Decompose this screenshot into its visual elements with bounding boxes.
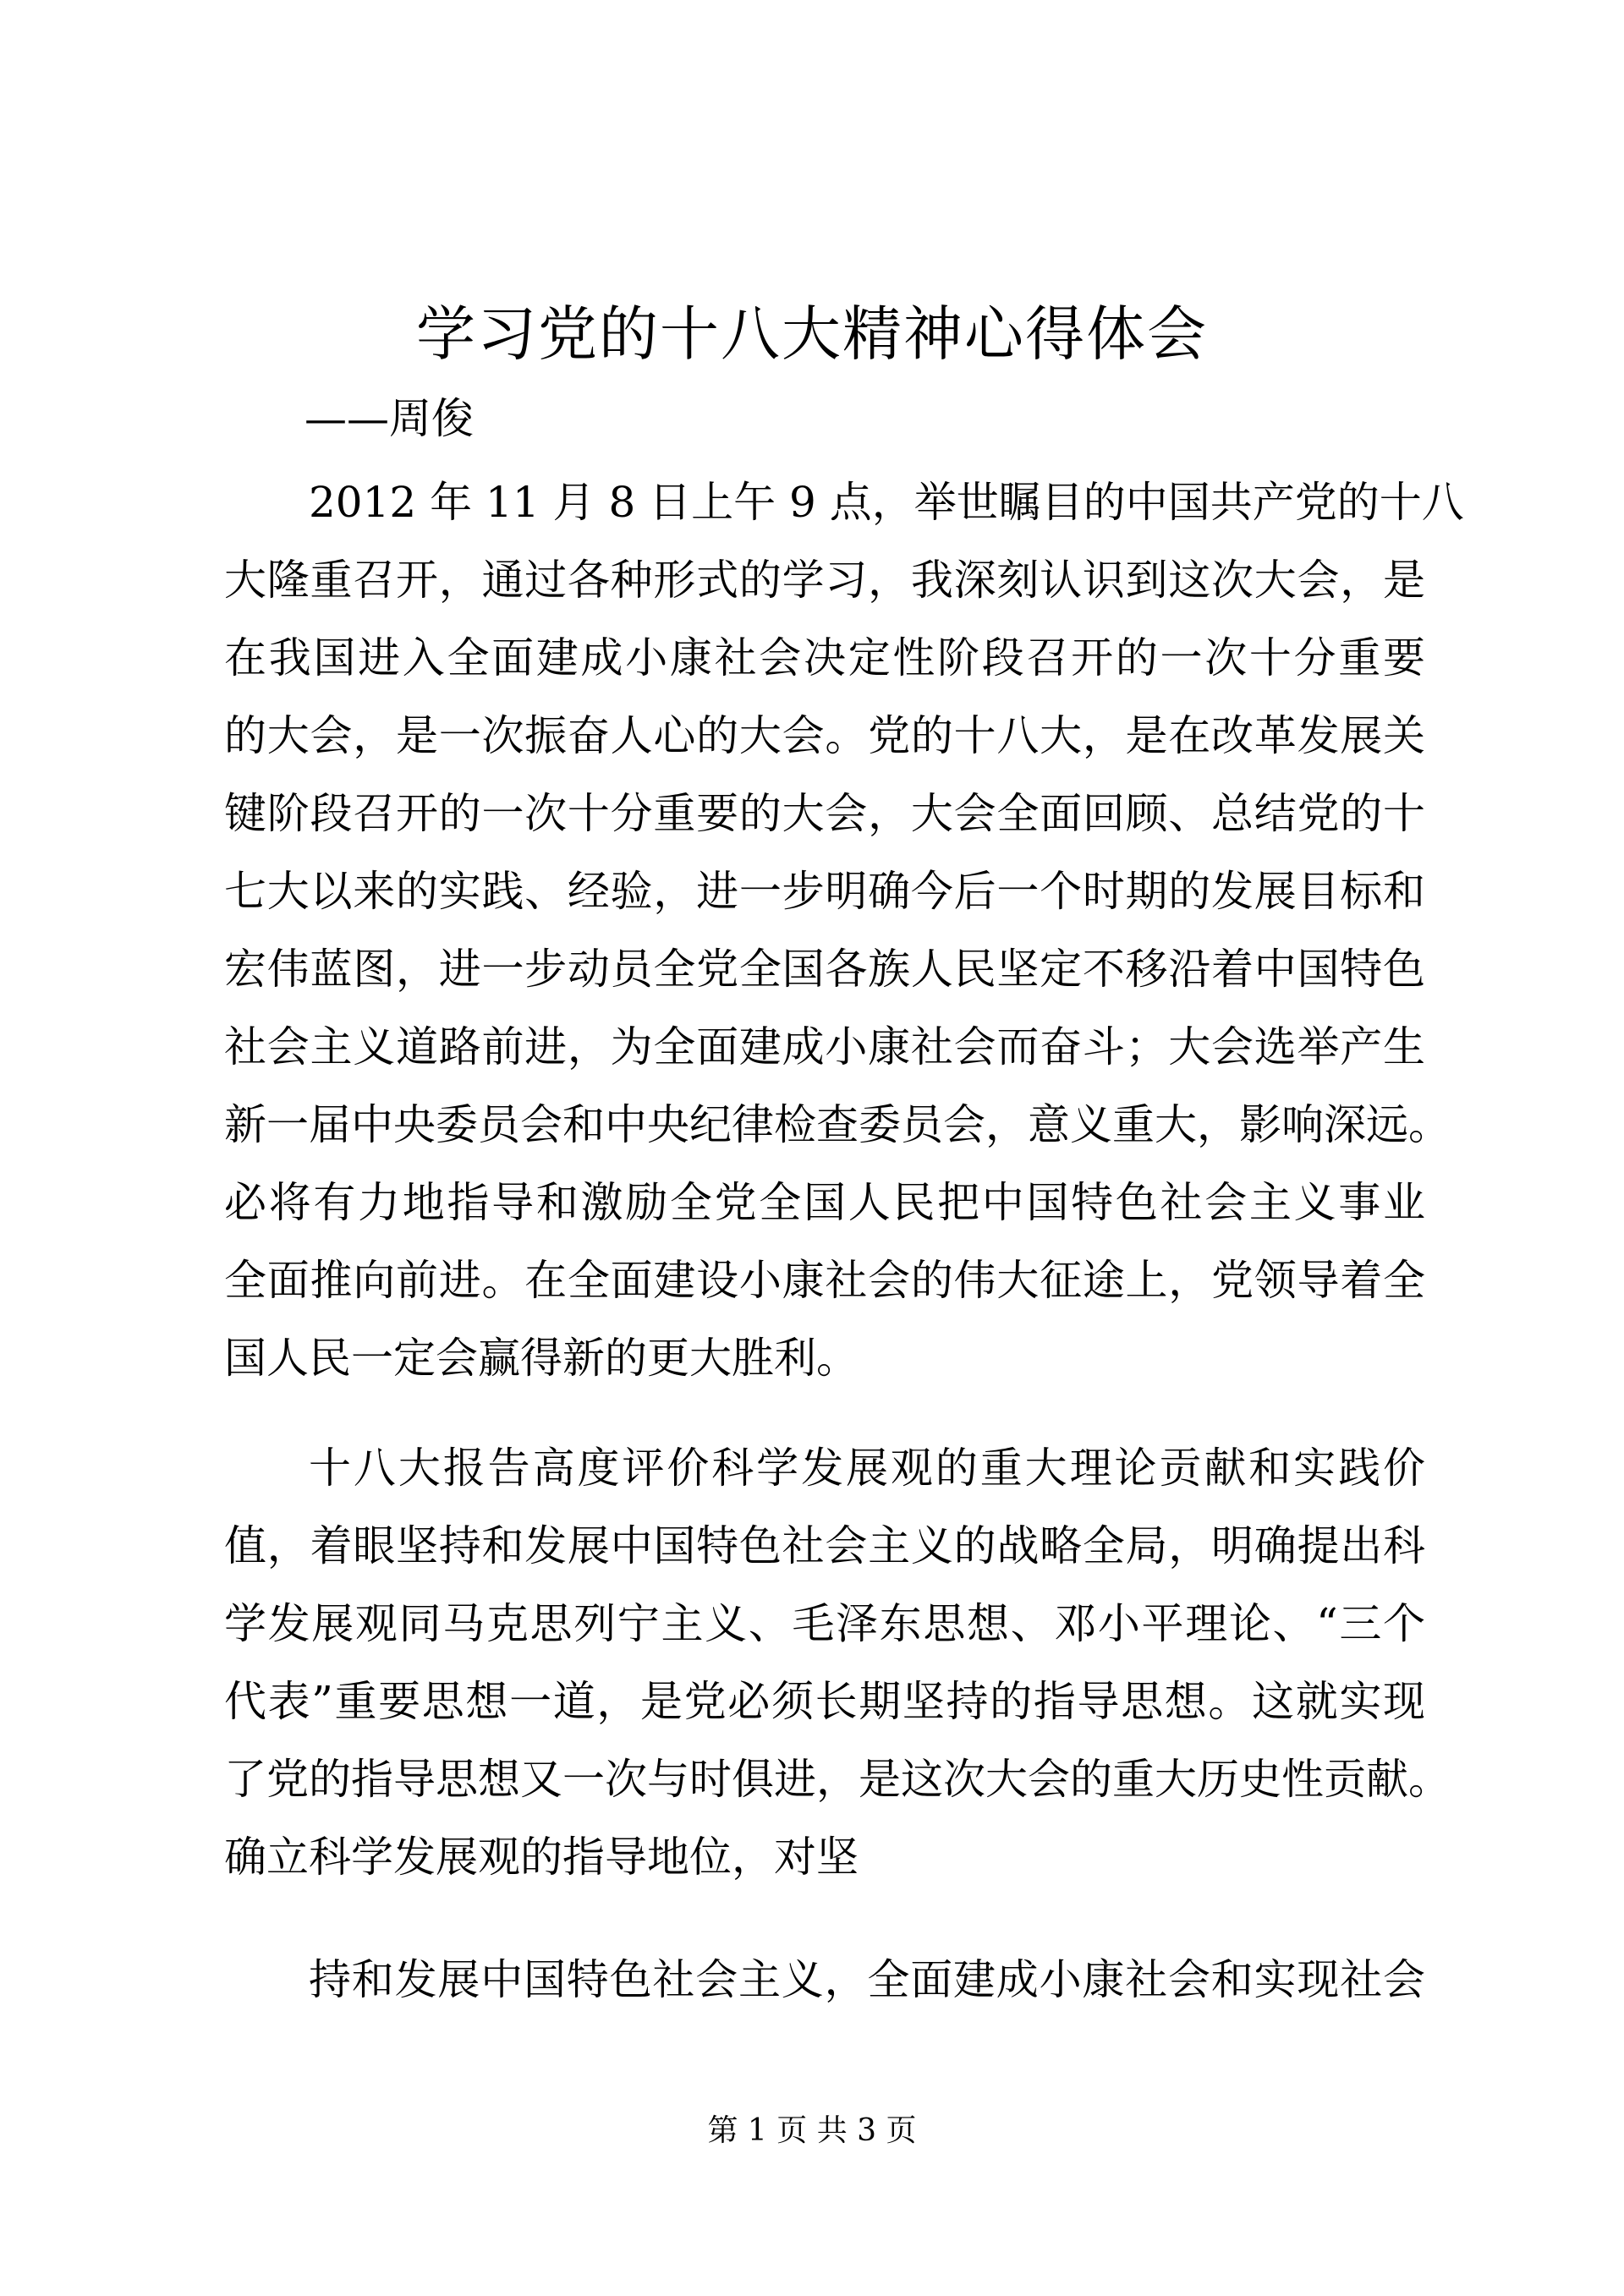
paragraph-1 [224, 463, 1464, 1397]
paragraph-line: 确立科学发展观的指导地位，对坚 [224, 1833, 859, 1882]
paragraph-line: 值，着眼坚持和发展中国特色社会主义的战略全局，明确提出科 [224, 1521, 1425, 1570]
paragraph-3 [224, 1941, 1425, 2019]
paragraph-line: 了党的指导思想又一次与时俱进，是这次大会的重大历史性贡献。 [224, 1755, 1451, 1804]
paragraph-line: 持和发展中国特色社会主义，全面建成小康社会和实现社会 [309, 1955, 1425, 2004]
paragraph-line: 大隆重召开，通过各种形式的学习，我深刻认识到这次大会，是 [224, 556, 1425, 605]
paragraph-line: 十八大报告高度评价科学发展观的重大理论贡献和实践价 [309, 1444, 1425, 1493]
page-number-footer: 第 1 页 共 3 页 [707, 2113, 917, 2148]
paragraph-line: 七大以来的实践、经验，进一步明确今后一个时期的发展目标和 [224, 867, 1425, 916]
paragraph-line: 学发展观同马克思列宁主义、毛泽东思想、邓小平理论、“三个 [224, 1599, 1425, 1648]
paragraph-line: 新一届中央委员会和中央纪律检查委员会，意义重大，影响深远。 [224, 1100, 1451, 1149]
paragraph-line: 国人民一定会赢得新的更大胜利。 [224, 1334, 859, 1383]
document-title: 学习党的十八大精神心得体会 [416, 299, 1208, 369]
paragraph-line: 2012 年 11 月 8 日上午 9 点，举世瞩目的中国共产党的十八 [309, 478, 1464, 527]
paragraph-line: 必将有力地指导和激励全党全国人民把中国特色社会主义事业 [224, 1178, 1425, 1227]
paragraph-line: 社会主义道路前进，为全面建成小康社会而奋斗；大会选举产生 [224, 1022, 1425, 1071]
paragraph-line: 在我国进入全面建成小康社会决定性阶段召开的一次十分重要 [224, 633, 1425, 682]
paragraph-line: 的大会，是一次振奋人心的大会。党的十八大，是在改革发展关 [224, 711, 1425, 760]
document-author: ——周俊 [304, 394, 474, 443]
paragraph-line: 全面推向前进。在全面建设小康社会的伟大征途上，党领导着全 [224, 1256, 1425, 1305]
paragraph-line: 代表”重要思想一道，是党必须长期坚持的指导思想。这就实现 [224, 1677, 1425, 1726]
paragraph-2 [224, 1429, 1451, 1896]
paragraph-line: 宏伟蓝图，进一步动员全党全国各族人民坚定不移沿着中国特色 [224, 945, 1425, 994]
paragraph-line: 键阶段召开的一次十分重要的大会，大会全面回顾、总结党的十 [224, 789, 1425, 838]
